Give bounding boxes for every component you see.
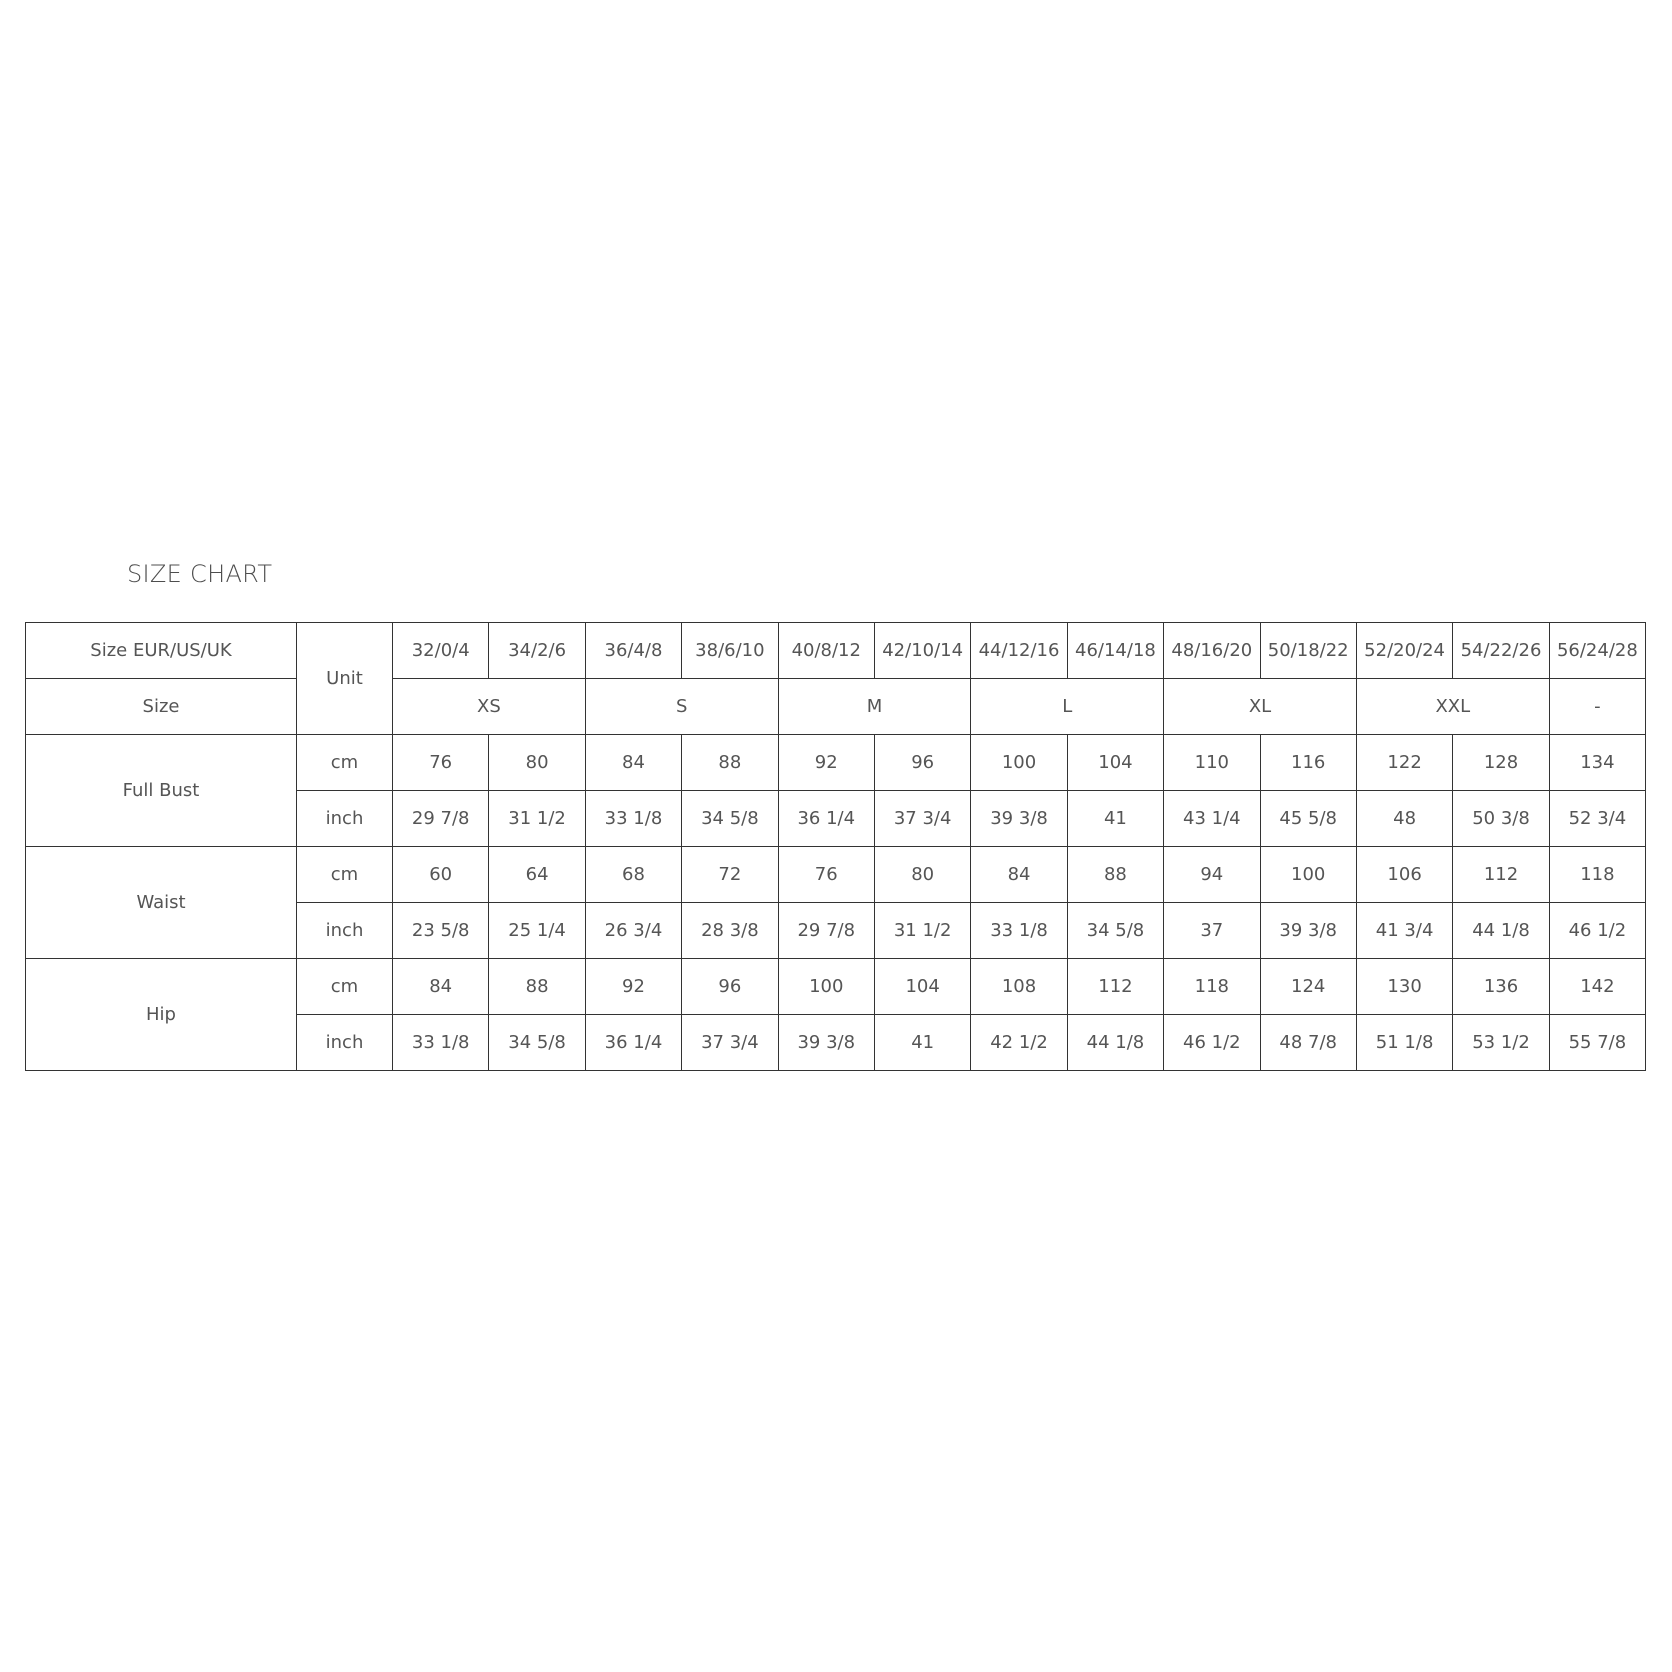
value-cell: 36 1/4 (585, 1015, 681, 1071)
value-cell: 48 (1356, 791, 1452, 847)
unit-cell: cm (297, 959, 393, 1015)
value-cell: 37 3/4 (874, 791, 970, 847)
table-row-waist-cm (26, 847, 1646, 903)
size-code-cell: 50/18/22 (1260, 623, 1356, 679)
value-cell: 41 3/4 (1356, 903, 1452, 959)
value-cell: 76 (778, 847, 874, 903)
value-cell: 116 (1260, 735, 1356, 791)
value-cell: 41 (874, 1015, 970, 1071)
value-cell: 80 (874, 847, 970, 903)
value-cell: 39 3/8 (778, 1015, 874, 1071)
value-cell: 48 7/8 (1260, 1015, 1356, 1071)
value-cell: 37 3/4 (682, 1015, 778, 1071)
value-cell: 88 (1067, 847, 1163, 903)
value-cell: 134 (1549, 735, 1645, 791)
value-cell: 72 (682, 847, 778, 903)
letter-size-cell: XXL (1356, 679, 1549, 735)
value-cell: 80 (489, 735, 585, 791)
unit-cell: inch (297, 903, 393, 959)
value-cell: 34 5/8 (489, 1015, 585, 1071)
value-cell: 52 3/4 (1549, 791, 1645, 847)
letter-size-cell: XS (393, 679, 586, 735)
letter-size-cell: XL (1164, 679, 1357, 735)
size-code-cell: 56/24/28 (1549, 623, 1645, 679)
size-code-cell: 54/22/26 (1453, 623, 1549, 679)
value-cell: 39 3/8 (1260, 903, 1356, 959)
size-code-cell: 34/2/6 (489, 623, 585, 679)
value-cell: 92 (585, 959, 681, 1015)
value-cell: 44 1/8 (1067, 1015, 1163, 1071)
value-cell: 42 1/2 (971, 1015, 1067, 1071)
value-cell: 76 (393, 735, 489, 791)
value-cell: 106 (1356, 847, 1452, 903)
value-cell: 84 (393, 959, 489, 1015)
value-cell: 44 1/8 (1453, 903, 1549, 959)
value-cell: 31 1/2 (489, 791, 585, 847)
value-cell: 112 (1453, 847, 1549, 903)
table-row-full-bust-cm (26, 735, 1646, 791)
value-cell: 55 7/8 (1549, 1015, 1645, 1071)
size-code-cell: 44/12/16 (971, 623, 1067, 679)
value-cell: 29 7/8 (393, 791, 489, 847)
value-cell: 25 1/4 (489, 903, 585, 959)
value-cell: 94 (1164, 847, 1260, 903)
value-cell: 84 (971, 847, 1067, 903)
size-code-cell: 46/14/18 (1067, 623, 1163, 679)
value-cell: 37 (1164, 903, 1260, 959)
value-cell: 100 (971, 735, 1067, 791)
value-cell: 41 (1067, 791, 1163, 847)
value-cell: 45 5/8 (1260, 791, 1356, 847)
measurement-label-waist: Waist (26, 847, 297, 959)
value-cell: 122 (1356, 735, 1452, 791)
value-cell: 100 (1260, 847, 1356, 903)
value-cell: 46 1/2 (1549, 903, 1645, 959)
value-cell: 84 (585, 735, 681, 791)
value-cell: 118 (1549, 847, 1645, 903)
page-title: SIZE CHART (127, 560, 273, 588)
value-cell: 29 7/8 (778, 903, 874, 959)
value-cell: 26 3/4 (585, 903, 681, 959)
value-cell: 136 (1453, 959, 1549, 1015)
value-cell: 51 1/8 (1356, 1015, 1452, 1071)
size-code-cell: 52/20/24 (1356, 623, 1452, 679)
letter-size-cell: L (971, 679, 1164, 735)
value-cell: 88 (489, 959, 585, 1015)
value-cell: 34 5/8 (682, 791, 778, 847)
measurement-label-hip: Hip (26, 959, 297, 1071)
value-cell: 53 1/2 (1453, 1015, 1549, 1071)
value-cell: 112 (1067, 959, 1163, 1015)
value-cell: 142 (1549, 959, 1645, 1015)
value-cell: 36 1/4 (778, 791, 874, 847)
value-cell: 33 1/8 (971, 903, 1067, 959)
table-row-eur-us-uk (26, 623, 1646, 679)
table-row-hip-cm (26, 959, 1646, 1015)
value-cell: 33 1/8 (393, 1015, 489, 1071)
size-code-cell: 42/10/14 (874, 623, 970, 679)
value-cell: 88 (682, 735, 778, 791)
value-cell: 68 (585, 847, 681, 903)
value-cell: 46 1/2 (1164, 1015, 1260, 1071)
value-cell: 128 (1453, 735, 1549, 791)
size-eur-us-uk-header: Size EUR/US/UK (26, 623, 297, 679)
value-cell: 96 (874, 735, 970, 791)
letter-size-cell: M (778, 679, 971, 735)
measurement-label-full-bust: Full Bust (26, 735, 297, 847)
value-cell: 96 (682, 959, 778, 1015)
unit-cell: cm (297, 735, 393, 791)
size-code-cell: 40/8/12 (778, 623, 874, 679)
value-cell: 43 1/4 (1164, 791, 1260, 847)
value-cell: 60 (393, 847, 489, 903)
unit-header: Unit (297, 623, 393, 735)
value-cell: 110 (1164, 735, 1260, 791)
value-cell: 39 3/8 (971, 791, 1067, 847)
value-cell: 108 (971, 959, 1067, 1015)
value-cell: 100 (778, 959, 874, 1015)
size-code-cell: 38/6/10 (682, 623, 778, 679)
size-code-cell: 36/4/8 (585, 623, 681, 679)
letter-size-cell: S (585, 679, 778, 735)
value-cell: 92 (778, 735, 874, 791)
value-cell: 118 (1164, 959, 1260, 1015)
value-cell: 64 (489, 847, 585, 903)
unit-cell: inch (297, 791, 393, 847)
letter-size-cell: - (1549, 679, 1645, 735)
value-cell: 34 5/8 (1067, 903, 1163, 959)
size-chart-table (25, 622, 1646, 1071)
value-cell: 23 5/8 (393, 903, 489, 959)
size-code-cell: 32/0/4 (393, 623, 489, 679)
value-cell: 50 3/8 (1453, 791, 1549, 847)
size-code-cell: 48/16/20 (1164, 623, 1260, 679)
value-cell: 31 1/2 (874, 903, 970, 959)
unit-cell: cm (297, 847, 393, 903)
value-cell: 104 (874, 959, 970, 1015)
table-row-letter-size (26, 679, 1646, 735)
value-cell: 130 (1356, 959, 1452, 1015)
unit-cell: inch (297, 1015, 393, 1071)
value-cell: 104 (1067, 735, 1163, 791)
value-cell: 124 (1260, 959, 1356, 1015)
value-cell: 33 1/8 (585, 791, 681, 847)
size-header: Size (26, 679, 297, 735)
value-cell: 28 3/8 (682, 903, 778, 959)
